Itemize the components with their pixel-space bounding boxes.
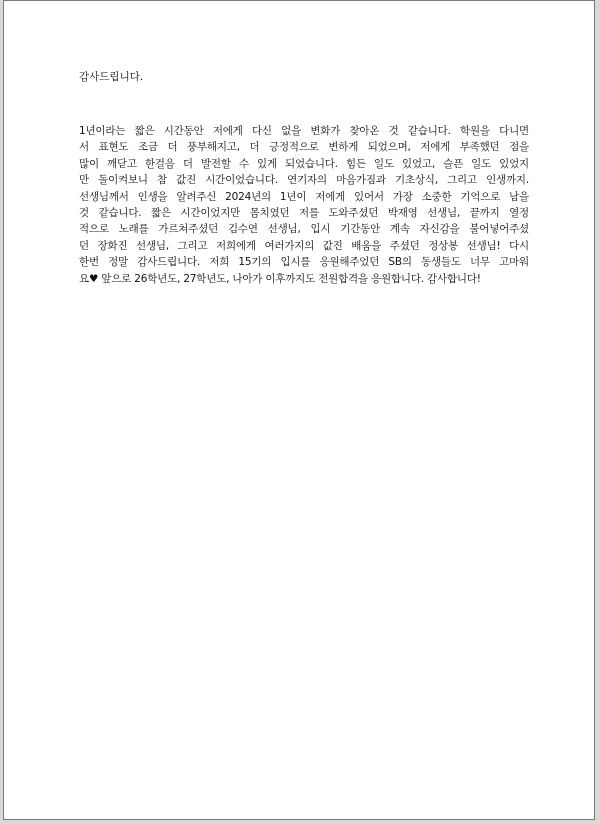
thanks-paragraph xyxy=(79,123,529,287)
paragraph-line: 선생님께서 인생을 알려주신 2024년의 1년이 저에게 있어서 가장 소중한 기억으로 남을 xyxy=(79,190,529,203)
paragraph-line: 만 돌이켜보니 참 값진 시간이었습니다. 연기자의 마음가짐과 기초상식, 그리고 인생까지. xyxy=(79,174,529,187)
greeting-text: 감사드립니다. xyxy=(79,71,144,83)
paragraph-line: 많이 깨닫고 한걸음 더 발전할 수 있게 되었습니다. 힘든 일도 있었고, 슬픈 일도 있었지 xyxy=(79,157,529,170)
paragraph-line: 것 같습니다. 짧은 시간이었지만 몸치였던 저를 도와주셨던 박재영 선생님, 끝까지 열정 xyxy=(79,207,529,220)
paragraph-line: 한번 정말 감사드립니다. 저희 15기의 입시를 응원해주었던 SB의 동생들도 너무 고마워 xyxy=(79,256,529,269)
document-page xyxy=(3,0,595,820)
paragraph-line: 던 장화진 선생님, 그리고 저희에게 여러가지의 값진 배움을 주셨던 정상봉 선생님! 다시 xyxy=(79,239,529,252)
paragraph-line: 요♥ 앞으로 26학년도, 27학년도, 나아가 이후까지도 전원합격을 응원합니다. 감사합니다! xyxy=(79,272,481,285)
paragraph-line: 서 표현도 조금 더 풍부해지고, 더 긍정적으로 변하게 되었으며, 저에게 부족했던 점을 xyxy=(79,141,529,154)
paragraph-line: 적으로 노래를 가르쳐주셨던 김수연 선생님, 입시 기간동안 계속 자신감을 불어넣어주셨 xyxy=(79,223,529,236)
paragraph-line: 1년이라는 짧은 시간동안 저에게 다신 없을 변화가 찾아온 것 같습니다. 학원을 다니면 xyxy=(79,125,529,137)
